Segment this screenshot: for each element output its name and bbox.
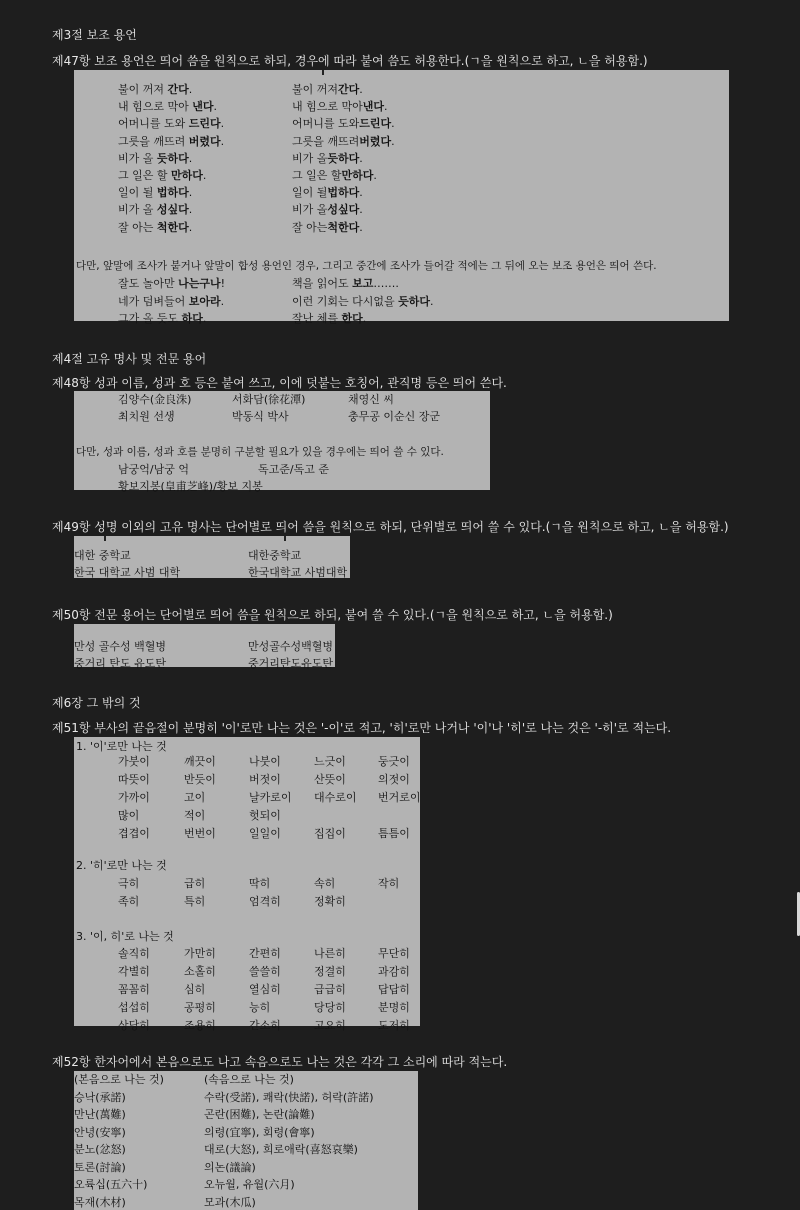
name-example: 박동식 박사 — [232, 410, 289, 423]
adverb-i-hi: 답답히 — [378, 983, 410, 996]
adverb-i: 둥긋이 — [378, 755, 410, 768]
example-principle: 비가 올 성싶다. — [118, 203, 193, 217]
adverb-i: 반듯이 — [184, 773, 216, 786]
example-allowed: 잘 아는척한다. — [292, 220, 363, 234]
example-principle: 일이 될 법하다. — [118, 186, 193, 200]
box-article-48 — [74, 391, 490, 493]
note-example-right: 책을 읽어도 보고……. — [292, 277, 399, 290]
example-principle: 그 일은 할 만하다. — [118, 169, 207, 182]
adverb-i: 대수로이 — [314, 791, 357, 804]
adverb-i-hi: 분명히 — [378, 1001, 410, 1014]
adverb-i: 집집이 — [314, 827, 346, 840]
example-allowed: 내 힘으로 막아낸다. — [292, 100, 388, 114]
example-principle: 내 힘으로 막아 낸다. — [118, 100, 218, 114]
subheading-1: 1. '이'로만 나는 것 — [76, 740, 167, 753]
adverb-i: 틈틈이 — [378, 827, 410, 840]
adverb-i: 날카로이 — [249, 791, 292, 804]
original-sound: (본음으로 나는 것) — [74, 1073, 164, 1086]
term-allowed: 중거리탄도유도탄 — [248, 657, 334, 670]
adverb-i-hi: 심히 — [184, 983, 206, 996]
heading-article-47: 제47항 보조 용언은 띄어 씀을 원칙으로 하되, 경우에 따라 붙여 씀도 허용한다.(ㄱ을 원칙으로 하고, ㄴ을 허용함.) — [52, 54, 648, 68]
name-note-example: 황보지봉(皇甫芝峰)/황보 지봉 — [118, 480, 263, 493]
example-allowed: 일이 될법하다. — [292, 186, 363, 200]
term-principle: 중거리 탄도 유도탄 — [74, 657, 167, 670]
example-allowed: 비가 올듯하다. — [292, 151, 363, 165]
example-principle: 비가 올 듯하다. — [118, 151, 193, 165]
heading-section-3: 제3절 보조 용언 — [52, 28, 137, 42]
adverb-i: 가붓이 — [118, 755, 150, 768]
heading-article-49: 제49항 성명 이외의 고유 명사는 단어별로 띄어 씀을 원칙으로 하되, 단위별로 띄어 쓸 수 있다.(ㄱ을 원칙으로 하고, ㄴ을 허용함.) — [52, 520, 729, 534]
adverb-i: 가까이 — [118, 791, 150, 804]
adverb-i-hi: 나른히 — [314, 947, 346, 960]
box-article-49 — [74, 536, 350, 578]
adverb-hi: 급히 — [184, 877, 206, 890]
customary-sound: 의령(宜寧), 회령(會寧) — [204, 1125, 315, 1139]
adverb-i-hi: 상당히 — [118, 1019, 150, 1032]
name-example: 충무공 이순신 장군 — [348, 410, 441, 423]
adverb-i: 일일이 — [249, 827, 281, 840]
adverb-i-hi: 급급히 — [314, 983, 346, 996]
adverb-hi: 작히 — [378, 877, 400, 890]
box-article-50 — [74, 624, 335, 670]
adverb-i: 따뜻이 — [118, 773, 150, 786]
adverb-i: 많이 — [118, 809, 140, 822]
adverb-hi: 정확히 — [314, 895, 346, 908]
customary-sound: 모과(木瓜) — [204, 1195, 256, 1209]
adverb-i-hi: 각별히 — [118, 965, 150, 978]
term-principle: 만성 골수성 백혈병 — [74, 640, 167, 653]
adverb-i-hi: 공평히 — [184, 1001, 216, 1014]
adverb-i-hi: 도저히 — [378, 1019, 410, 1032]
proper-noun-allowed: 대한중학교 — [248, 549, 302, 562]
customary-sound: 수락(受諾), 쾌락(快諾), 허락(許諾) — [204, 1090, 374, 1104]
adverb-i: 번번이 — [184, 827, 216, 840]
adverb-i: 겹겹이 — [118, 827, 150, 840]
adverb-i: 나붓이 — [249, 755, 281, 768]
original-sound: 만난(萬難) — [74, 1108, 126, 1121]
note-example-right: 이런 기회는 다시없을 듯하다. — [292, 294, 434, 308]
example-principle: 그릇을 깨뜨려 버렸다. — [118, 134, 225, 148]
customary-sound: (속음으로 나는 것) — [204, 1073, 294, 1086]
adverb-i-hi: 쓸쓸히 — [249, 965, 281, 978]
adverb-i-hi: 간편히 — [249, 947, 281, 960]
adverb-i: 느긋이 — [314, 755, 346, 768]
adverb-i-hi: 섭섭히 — [118, 1001, 150, 1014]
adverb-i: 의젓이 — [378, 773, 410, 786]
heading-section-4: 제4절 고유 명사 및 전문 용어 — [52, 352, 207, 366]
note-example-left: 네가 덤벼들어 보아라. — [118, 294, 225, 308]
name-example: 김양수(金良洙) — [118, 393, 192, 406]
note-example-left: 잘도 놀아만 나는구나! — [118, 277, 226, 290]
adverb-i: 버젓이 — [249, 773, 281, 786]
proper-noun-principle: 대한 중학교 — [74, 549, 131, 562]
adverb-i-hi: 조용히 — [184, 1019, 216, 1032]
subheading-3: 3. '이, 히'로 나는 것 — [76, 930, 174, 943]
original-sound: 안녕(安寧) — [74, 1125, 126, 1139]
example-allowed: 그릇을 깨뜨려버렸다. — [292, 134, 395, 148]
adverb-i-hi: 소홀히 — [184, 965, 216, 978]
adverb-hi: 특히 — [184, 895, 206, 908]
heading-chapter-6: 제6장 그 밖의 것 — [52, 696, 141, 710]
adverb-i-hi: 당당히 — [314, 1001, 346, 1014]
adverb-i-hi: 간소히 — [249, 1019, 281, 1032]
example-allowed: 그 일은 할만하다. — [292, 169, 377, 182]
heading-article-48: 제48항 성과 이름, 성과 호 등은 붙여 쓰고, 이에 덧붙는 호칭어, 관직명 등은 띄어 쓴다. — [52, 376, 507, 390]
proper-noun-principle: 한국 대학교 사범 대학 — [74, 566, 181, 579]
example-allowed: 비가 올성싶다. — [292, 203, 363, 217]
note-article-48: 다만, 성과 이름, 성과 호를 분명히 구분할 필요가 있을 경우에는 띄어 쓸 수 있다. — [76, 446, 444, 458]
adverb-i: 고이 — [184, 791, 206, 804]
adverb-i: 적이 — [184, 809, 206, 822]
adverb-hi: 엄격히 — [249, 895, 281, 908]
name-example: 서화담(徐花潭) — [232, 393, 306, 406]
adverb-hi: 극히 — [118, 877, 140, 890]
note-article-47: 다만, 앞말에 조사가 붙거나 앞말이 합성 용언인 경우, 그리고 중간에 조사가 들어갈 적에는 그 뒤에 오는 보조 용언은 띄어 쓴다. — [76, 260, 657, 272]
name-note-example: 독고준/독고 준 — [258, 463, 329, 476]
example-principle: 어머니를 도와 드린다. — [118, 117, 225, 131]
box-article-47 — [74, 70, 729, 325]
adverb-hi: 딱히 — [249, 877, 271, 890]
customary-sound: 대로(大怒), 희로애락(喜怒哀樂) — [204, 1143, 358, 1156]
proper-noun-allowed: 한국대학교 사범대학 — [248, 566, 348, 579]
example-principle: 불이 꺼져 간다. — [118, 83, 193, 96]
adverb-i: 번거로이 — [378, 791, 421, 804]
original-sound: 승낙(承諾) — [74, 1090, 126, 1104]
example-principle: 잘 아는 척한다. — [118, 220, 193, 234]
term-allowed: 만성골수성백혈병 — [248, 640, 334, 653]
adverb-i-hi: 꼼꼼히 — [118, 983, 150, 996]
customary-sound: 의논(議論) — [204, 1160, 256, 1174]
adverb-hi: 속히 — [314, 877, 336, 890]
adverb-i: 산뜻이 — [314, 773, 346, 786]
name-example: 채영신 씨 — [348, 393, 395, 406]
name-example: 최치원 선생 — [118, 410, 175, 423]
adverb-i-hi: 과감히 — [378, 965, 410, 978]
adverb-i: 깨끗이 — [184, 755, 216, 768]
example-allowed: 어머니를 도와드린다. — [292, 117, 395, 131]
original-sound: 토론(討論) — [74, 1160, 126, 1174]
heading-article-52: 제52항 한자어에서 본음으로도 나고 속음으로도 나는 것은 각각 그 소리에 따라 적는다. — [52, 1055, 508, 1069]
adverb-i-hi: 무단히 — [378, 947, 410, 960]
adverb-i-hi: 고요히 — [314, 1019, 346, 1032]
adverb-i-hi: 솔직히 — [118, 947, 150, 960]
original-sound: 목재(木材) — [74, 1195, 126, 1209]
heading-article-51: 제51항 부사의 끝음절이 분명히 '이'로만 나는 것은 '-이'로 적고, '히'로만 나거나 '이'나 '히'로 나는 것은 '-히'로 적는다. — [52, 721, 672, 735]
box-article-51 — [74, 737, 421, 1032]
adverb-i: 헛되이 — [249, 809, 281, 822]
adverb-i-hi: 능히 — [249, 1001, 271, 1014]
customary-sound: 곤란(困難), 논란(論難) — [204, 1108, 315, 1121]
name-note-example: 남궁억/남궁 억 — [118, 463, 189, 476]
adverb-hi: 족히 — [118, 895, 140, 908]
example-allowed: 불이 꺼져간다. — [292, 83, 363, 96]
adverb-i-hi: 열심히 — [249, 983, 281, 996]
note-example-right: 잘난 체를 한다. — [292, 312, 367, 325]
heading-article-50: 제50항 전문 용어는 단어별로 띄어 씀을 원칙으로 하되, 붙여 쓸 수 있다.(ㄱ을 원칙으로 하고, ㄴ을 허용함.) — [52, 608, 613, 622]
box-article-52 — [74, 1071, 418, 1210]
original-sound: 분노(忿怒) — [74, 1143, 126, 1156]
note-example-left: 그가 올 듯도 하다. — [118, 312, 207, 325]
customary-sound: 오뉴월, 유월(六月) — [204, 1178, 295, 1191]
subheading-2: 2. '히'로만 나는 것 — [76, 859, 167, 872]
adverb-i-hi: 가만히 — [184, 947, 216, 960]
original-sound: 오륙십(五六十) — [74, 1178, 148, 1191]
adverb-i-hi: 정결히 — [314, 965, 346, 978]
